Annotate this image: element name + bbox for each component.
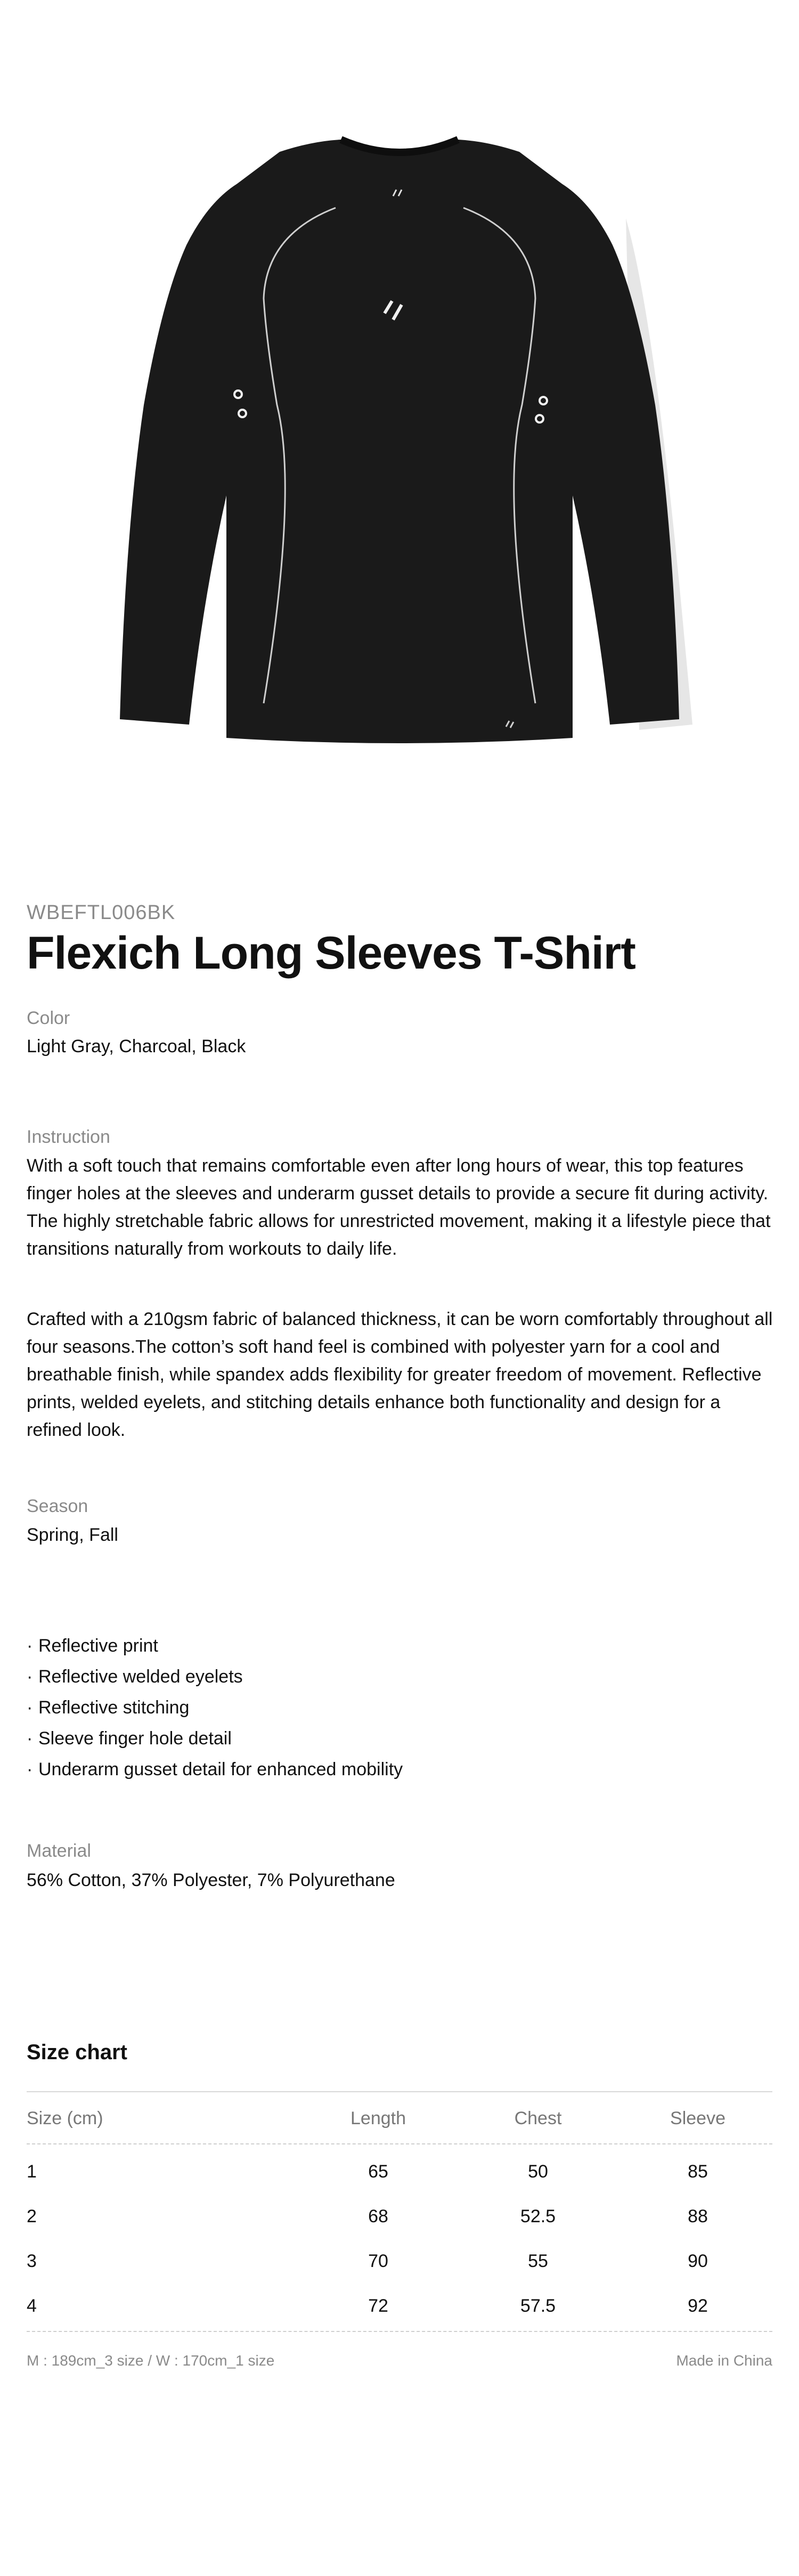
- bullet: ·: [27, 1728, 33, 1749]
- table-row: 1 65 50 85: [27, 2161, 708, 2182]
- garment-body: [120, 140, 679, 743]
- color-label: Color: [27, 1008, 70, 1028]
- product-title: Flexich Long Sleeves T-Shirt: [27, 928, 635, 979]
- instruction-paragraph-2: Crafted with a 210gsm fabric of balanced thickness, it can be worn comfortably throughout all four seasons.The cotton’s soft hand feel is combined with polyester yarn for a cool and breathable finish, while spandex adds flexibility for greater freedom of movement. Reflective prints, welded eyelets, and stitching details enhance both functionality and design for a refined look.: [27, 1309, 773, 1440]
- tshirt-illustration: [0, 0, 799, 799]
- feature-list: [27, 1630, 403, 1785]
- bullet: ·: [27, 1759, 33, 1779]
- divider: [27, 2091, 772, 2092]
- list-item: · Underarm gusset detail for enhanced mobility: [27, 1754, 403, 1785]
- instruction-paragraph-1: With a soft touch that remains comfortable even after long hours of wear, this top features finger holes at the sleeves and underarm gusset details to provide a secure fit during activity. The highly stretchable fabric allows for unrestricted movement, making it a lifestyle piece that transitions naturally from workouts to daily life.: [27, 1156, 771, 1259]
- header-chest: Chest: [514, 2108, 562, 2128]
- bullet: ·: [27, 1697, 33, 1718]
- size-chart-title: Size chart: [27, 2041, 127, 2064]
- origin-label: Made in China: [676, 2352, 772, 2369]
- season-label: Season: [27, 1496, 88, 1516]
- instruction-label: Instruction: [27, 1127, 110, 1147]
- table-row: 3 70 55 90: [27, 2251, 708, 2271]
- header-sleeve: Sleeve: [670, 2108, 725, 2128]
- material-label: Material: [27, 1841, 91, 1861]
- product-image: [0, 0, 799, 799]
- list-item: · Reflective print: [27, 1630, 403, 1661]
- bullet: ·: [27, 1667, 33, 1687]
- material-value: 56% Cotton, 37% Polyester, 7% Polyurethane: [27, 1870, 395, 1890]
- list-item: · Sleeve finger hole detail: [27, 1723, 403, 1754]
- table-row: 2 68 52.5 88: [27, 2206, 708, 2226]
- product-sku: WBEFTL006BK: [27, 901, 176, 924]
- list-item: · Reflective stitching: [27, 1692, 403, 1723]
- list-item: · Reflective welded eyelets: [27, 1661, 403, 1692]
- season-value: Spring, Fall: [27, 1525, 118, 1545]
- size-footnote: M : 189cm_3 size / W : 170cm_1 size: [27, 2352, 275, 2369]
- color-value: Light Gray, Charcoal, Black: [27, 1036, 246, 1057]
- table-header-row: [27, 2108, 772, 2140]
- header-size: Size (cm): [27, 2108, 103, 2128]
- divider: [27, 2143, 772, 2144]
- header-length: Length: [350, 2108, 406, 2128]
- table-row: 4 72 57.5 92: [27, 2296, 708, 2316]
- bullet: ·: [27, 1636, 33, 1656]
- divider: [27, 2331, 772, 2332]
